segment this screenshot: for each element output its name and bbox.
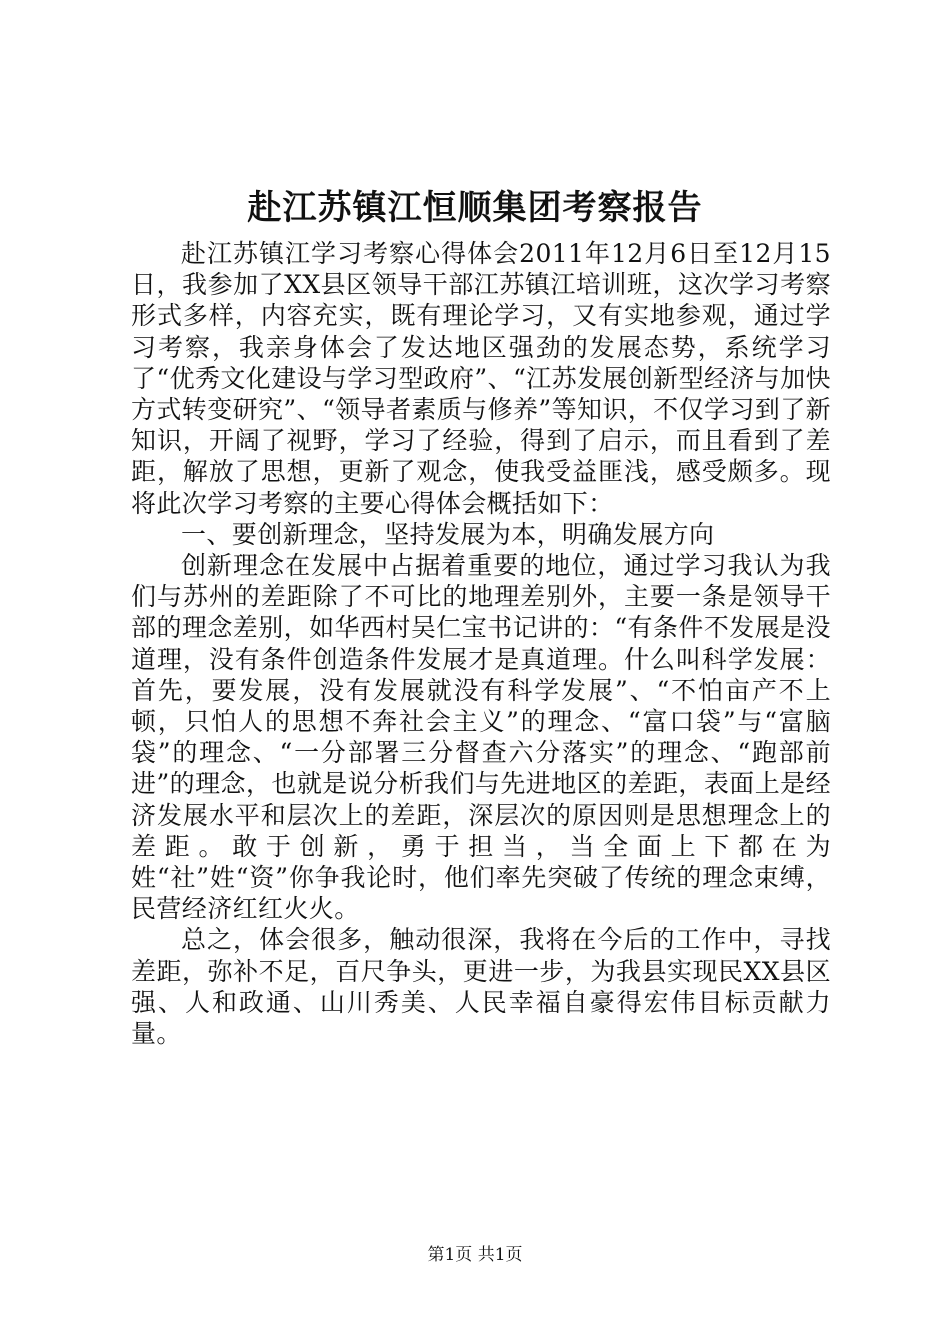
document-title: 赴江苏镇江恒顺集团考察报告 xyxy=(247,188,703,228)
paragraph-innovation: 创新理念在发展中占据着重要的地位，通过学习我认为我们与苏州的差距除了不可比的地理差别外，主要一条是领导干部的理念差别，如华西村吴仁宝书记讲的：“有条件不发展是没道理，没有条件创造条件发展才是真道理。什么叫科学发展：首先，要发展，没有发展就没有科学发展”、“不怕亩产不上顿，只怕人的思想不奔社会主义”的理念、“富口袋”与“富脑袋”的理念、“一分部署三分督查六分落实”的理念、“跑部前进”的理念，也就是说分析我们与先进地区的差距，表面上是经济发展水平和层次上的差距，深层次的原因则是思想理念上的差距。敢于创新，勇于担当，当全面上下都在为姓“社”姓“资”你争我论时，他们率先突破了传统的理念束缚，民营经济红红火火。 xyxy=(131,551,831,924)
page-footer: 第1页 共1页 xyxy=(427,1245,523,1265)
paragraph-conclusion: 总之，体会很多，触动很深，我将在今后的工作中，寻找差距，弥补不足，百尺争头，更进一步，为我县实现民XX县区强、人和政通、山川秀美、人民幸福自豪得宏伟目标贡献力量。 xyxy=(131,925,831,1049)
paragraph-intro: 赴江苏镇江学习考察心得体会2011年12月6日至12月15日，我参加了XX县区领导干部江苏镇江培训班，这次学习考察形式多样，内容充实，既有理论学习，又有实地参观，通过学习考察，我亲身体会了发达地区强劲的发展态势，系统学习了“优秀文化建设与学习型政府”、“江苏发展创新型经济与加快方式转变研究”、“领导者素质与修养”等知识，不仅学习到了新知识，开阔了视野，学习了经验，得到了启示，而且看到了差距，解放了思想，更新了观念，使我受益匪浅，感受颇多。现将此次学习考察的主要心得体会概括如下： xyxy=(131,239,831,518)
section-heading: 一、要创新理念，坚持发展为本，明确发展方向 xyxy=(181,519,715,549)
document-body xyxy=(131,238,831,1049)
